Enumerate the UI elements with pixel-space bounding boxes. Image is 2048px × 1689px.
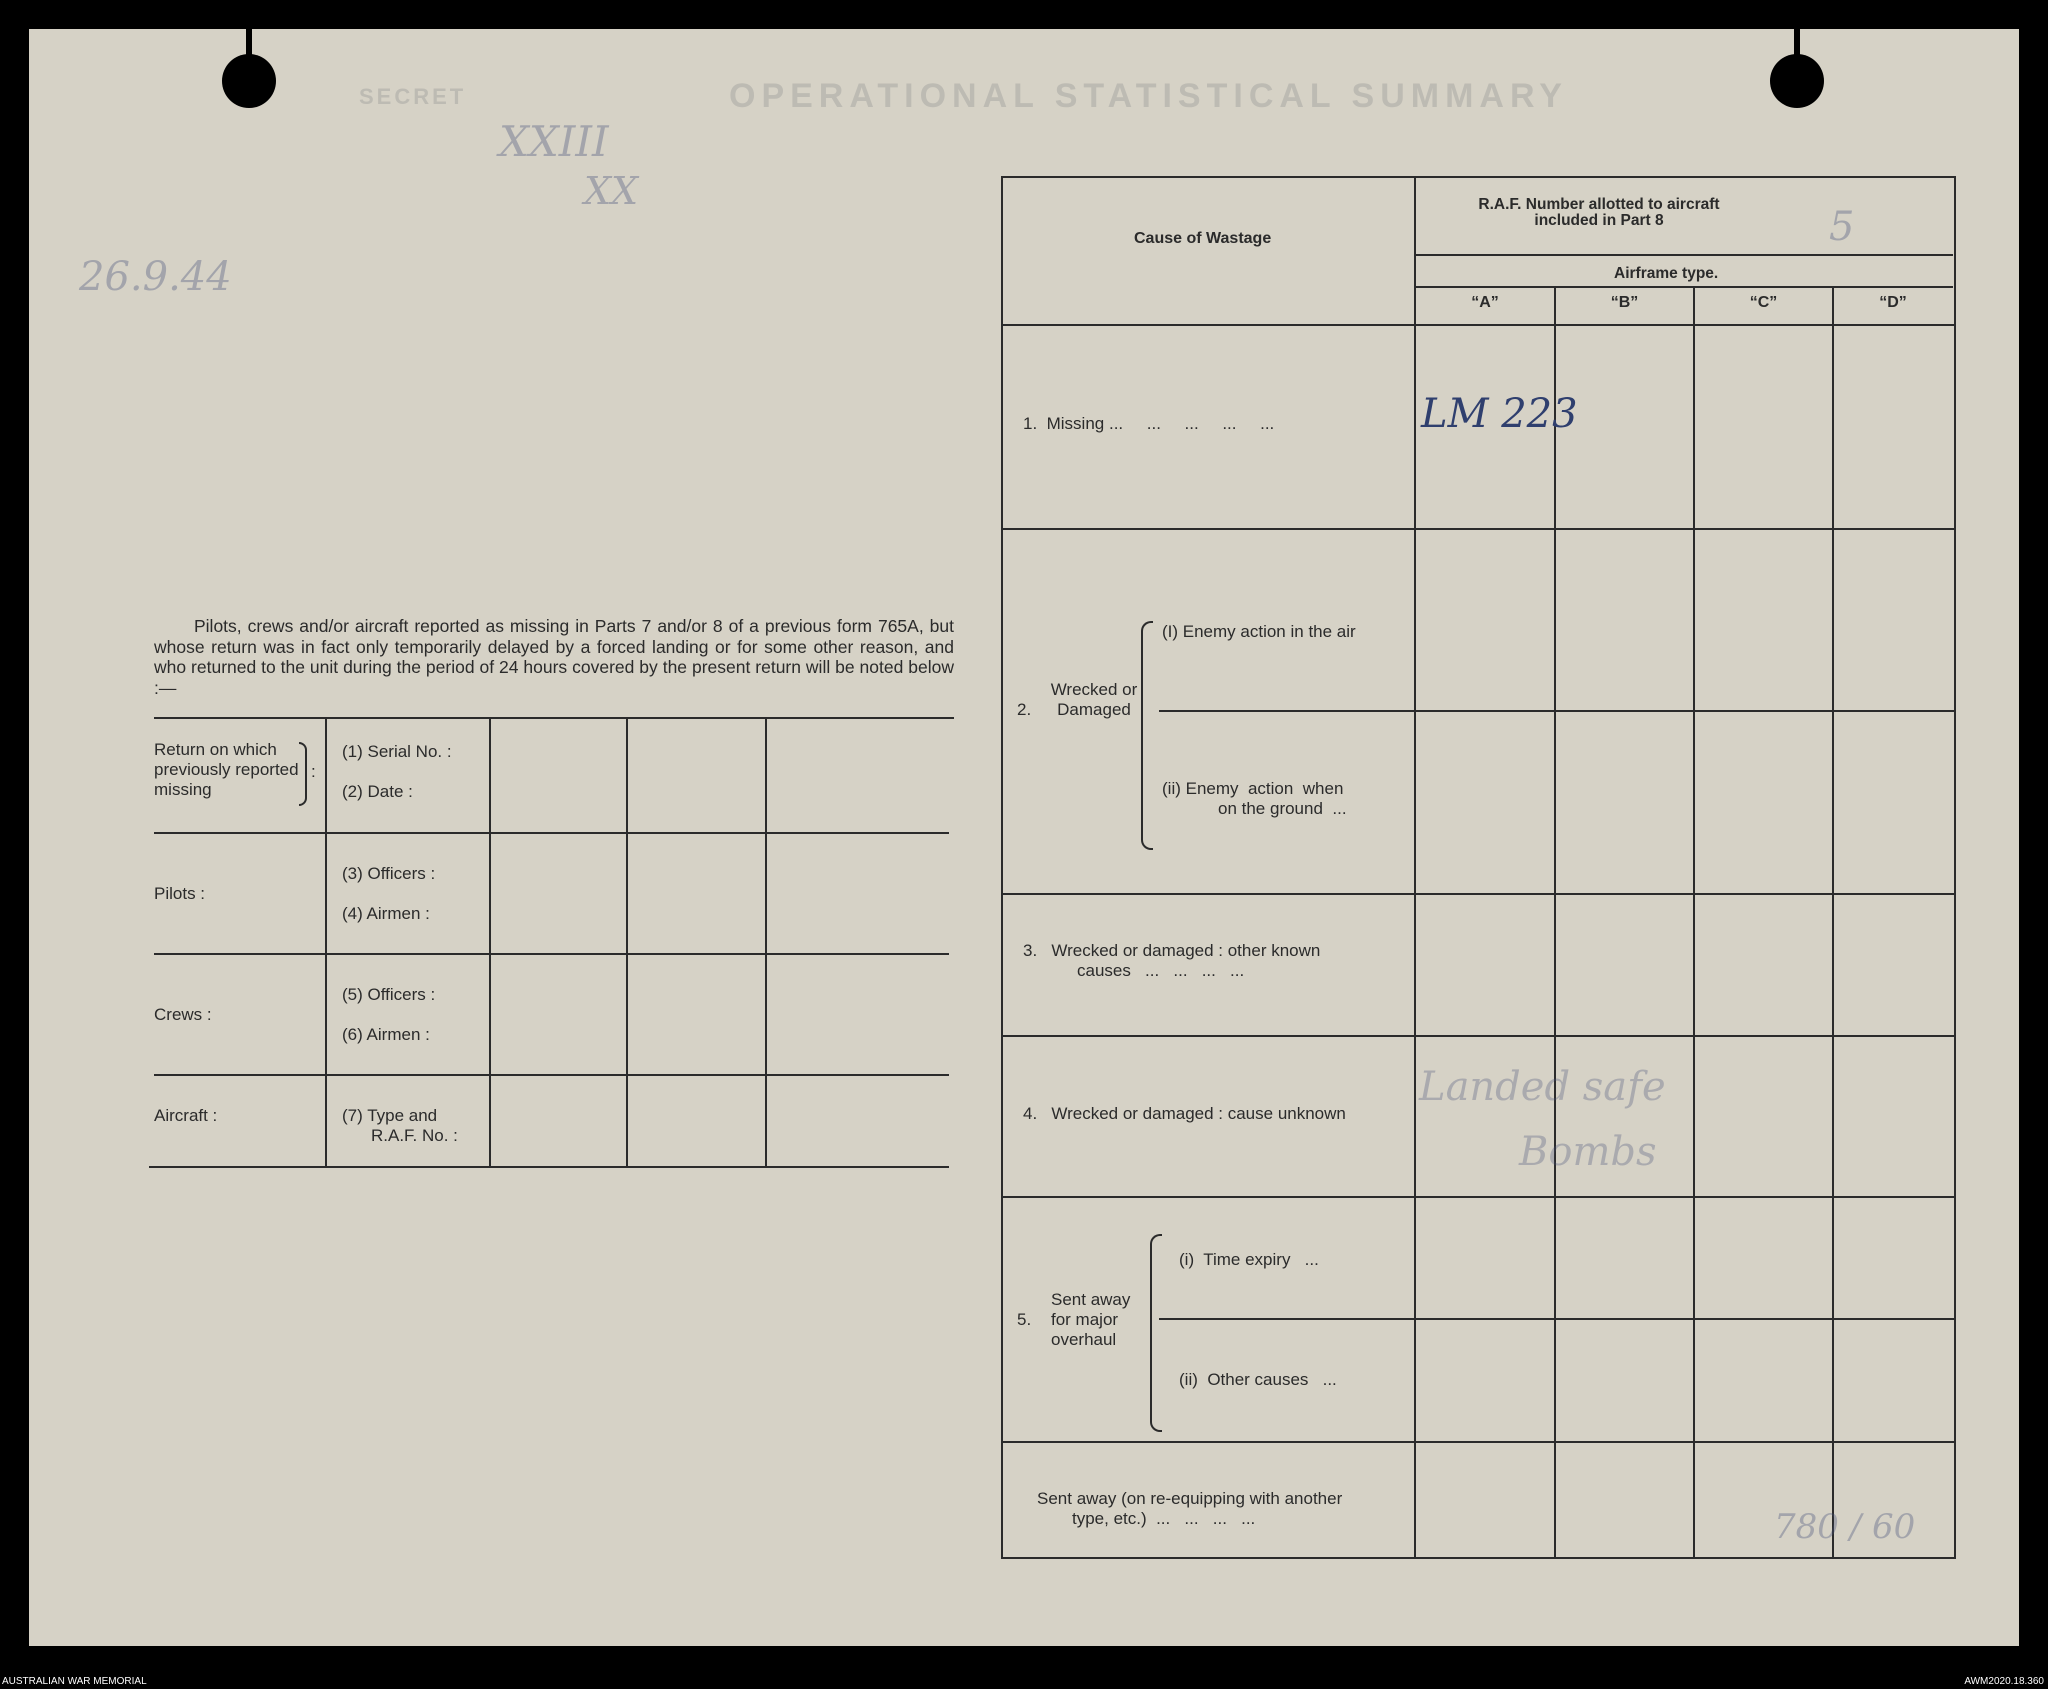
header-rule-1 bbox=[1415, 254, 1953, 256]
punch-hole-left bbox=[222, 54, 276, 108]
re-equipping-label-2: type, etc.) ... ... ... ... bbox=[1072, 1509, 1256, 1528]
footer-credit-right: AWM2020.18.360 bbox=[1964, 1676, 2044, 1687]
left-form-row-rule-2 bbox=[154, 953, 949, 955]
enemy-action-ground-label-1: (ii) Enemy action when bbox=[1162, 779, 1344, 798]
row-rule-4 bbox=[1001, 1196, 1954, 1198]
table-col-line-d bbox=[1832, 286, 1834, 1557]
other-causes-label: (ii) Other causes ... bbox=[1179, 1370, 1337, 1389]
header-bottom-rule bbox=[1001, 324, 1954, 326]
crews-label: Crews : bbox=[154, 1005, 212, 1024]
column-d-header: “D” bbox=[1879, 294, 1907, 311]
footer-credit-left: AUSTRALIAN WAR MEMORIAL bbox=[2, 1676, 147, 1687]
left-form-bottom-rule bbox=[149, 1166, 949, 1168]
major-overhaul-brace bbox=[1150, 1234, 1162, 1432]
pilots-label: Pilots : bbox=[154, 884, 206, 903]
handwritten-roman-1: XXIII bbox=[499, 117, 609, 166]
return-label-colon: : bbox=[311, 762, 316, 781]
enemy-action-air-label: (I) Enemy action in the air bbox=[1162, 622, 1356, 641]
left-form-divider-4 bbox=[765, 719, 767, 1166]
handwritten-roman-2: XX bbox=[584, 169, 639, 213]
column-c-header: “C” bbox=[1749, 294, 1778, 311]
crew-airmen-field: (6) Airmen : bbox=[342, 1025, 430, 1044]
handwritten-date: 26.9.44 bbox=[79, 254, 232, 300]
left-form-top-rule bbox=[154, 717, 954, 719]
missing-row-label: 1. Missing ... ... ... ... ... bbox=[1023, 414, 1275, 433]
row-rule-1 bbox=[1001, 528, 1954, 530]
return-previously-missing-label: Return on which previously reported missing bbox=[154, 740, 299, 799]
handwritten-bottom-right: 780 / 60 bbox=[1774, 1507, 1916, 1547]
bleed-through-title: OPERATIONAL STATISTICAL SUMMARY bbox=[729, 77, 1568, 115]
header-rule-2 bbox=[1415, 286, 1953, 288]
intro-paragraph: Pilots, crews and/or aircraft reported as missing in Parts 7 and/or 8 of a previous form 765A, but whose return was in fact only temporarily delayed by a forced landing or for some other reason, and who returned to the unit during the period of 24 hours covered by the present return will be noted below :— bbox=[154, 616, 954, 698]
wrecked-damaged-number: 2. bbox=[1017, 700, 1032, 719]
left-form-divider-3 bbox=[626, 719, 628, 1166]
table-col-line-cause bbox=[1414, 176, 1416, 1557]
table-col-line-b bbox=[1554, 286, 1556, 1557]
return-label-brace bbox=[299, 742, 307, 806]
bleed-through-secret: SECRET bbox=[359, 84, 467, 109]
wastage-table-frame bbox=[1001, 176, 1956, 1559]
left-form-row-rule-3 bbox=[154, 1074, 949, 1076]
airframe-type-header: Airframe type. bbox=[1614, 265, 1719, 282]
left-form-row-rule-1 bbox=[154, 832, 949, 834]
column-b-header: “B” bbox=[1610, 294, 1639, 311]
pilot-officers-field: (3) Officers : bbox=[342, 864, 436, 883]
column-a-header: “A” bbox=[1471, 294, 1499, 311]
crew-officers-field: (5) Officers : bbox=[342, 985, 436, 1004]
serial-no-field: (1) Serial No. : bbox=[342, 742, 452, 761]
wrecked-damaged-brace bbox=[1141, 621, 1153, 850]
row-rule-2 bbox=[1001, 893, 1954, 895]
other-known-causes-label-2: causes ... ... ... ... bbox=[1077, 961, 1245, 980]
row-rule-5 bbox=[1001, 1441, 1954, 1443]
table-col-line-c bbox=[1693, 286, 1695, 1557]
cause-of-wastage-header: Cause of Wastage bbox=[1134, 230, 1272, 247]
major-overhaul-label: Sent away for major overhaul bbox=[1051, 1290, 1131, 1349]
handwritten-aircraft-lm223: LM 223 bbox=[1421, 391, 1578, 437]
raf-no-field: R.A.F. No. : bbox=[371, 1126, 458, 1145]
re-equipping-label-1: Sent away (on re-equipping with another bbox=[1037, 1489, 1343, 1508]
other-known-causes-label-1: 3. Wrecked or damaged : other known bbox=[1023, 941, 1321, 960]
left-form-divider-1 bbox=[325, 719, 327, 1166]
handwritten-note-1: Landed safe bbox=[1419, 1064, 1666, 1110]
time-expiry-label: (i) Time expiry ... bbox=[1179, 1250, 1319, 1269]
aircraft-label: Aircraft : bbox=[154, 1106, 218, 1125]
left-form-divider-2 bbox=[489, 719, 491, 1166]
handwritten-note-2: Bombs bbox=[1519, 1129, 1657, 1175]
type-field: (7) Type and bbox=[342, 1106, 438, 1125]
pilot-airmen-field: (4) Airmen : bbox=[342, 904, 430, 923]
wrecked-damaged-label: Wrecked or Damaged bbox=[1050, 680, 1138, 719]
cause-unknown-label: 4. Wrecked or damaged : cause unknown bbox=[1023, 1104, 1346, 1123]
row-rule-2a bbox=[1159, 710, 1954, 712]
major-overhaul-number: 5. bbox=[1017, 1310, 1032, 1329]
row-rule-5a bbox=[1159, 1318, 1954, 1320]
raf-number-header: R.A.F. Number allotted to aircraft included in Part 8 bbox=[1478, 196, 1720, 229]
punch-hole-right bbox=[1770, 54, 1824, 108]
enemy-action-ground-label-2: on the ground ... bbox=[1218, 799, 1347, 818]
handwritten-five: 5 bbox=[1829, 204, 1855, 250]
row-rule-3 bbox=[1001, 1035, 1954, 1037]
document-sheet bbox=[29, 29, 2019, 1646]
date-field: (2) Date : bbox=[342, 782, 413, 801]
